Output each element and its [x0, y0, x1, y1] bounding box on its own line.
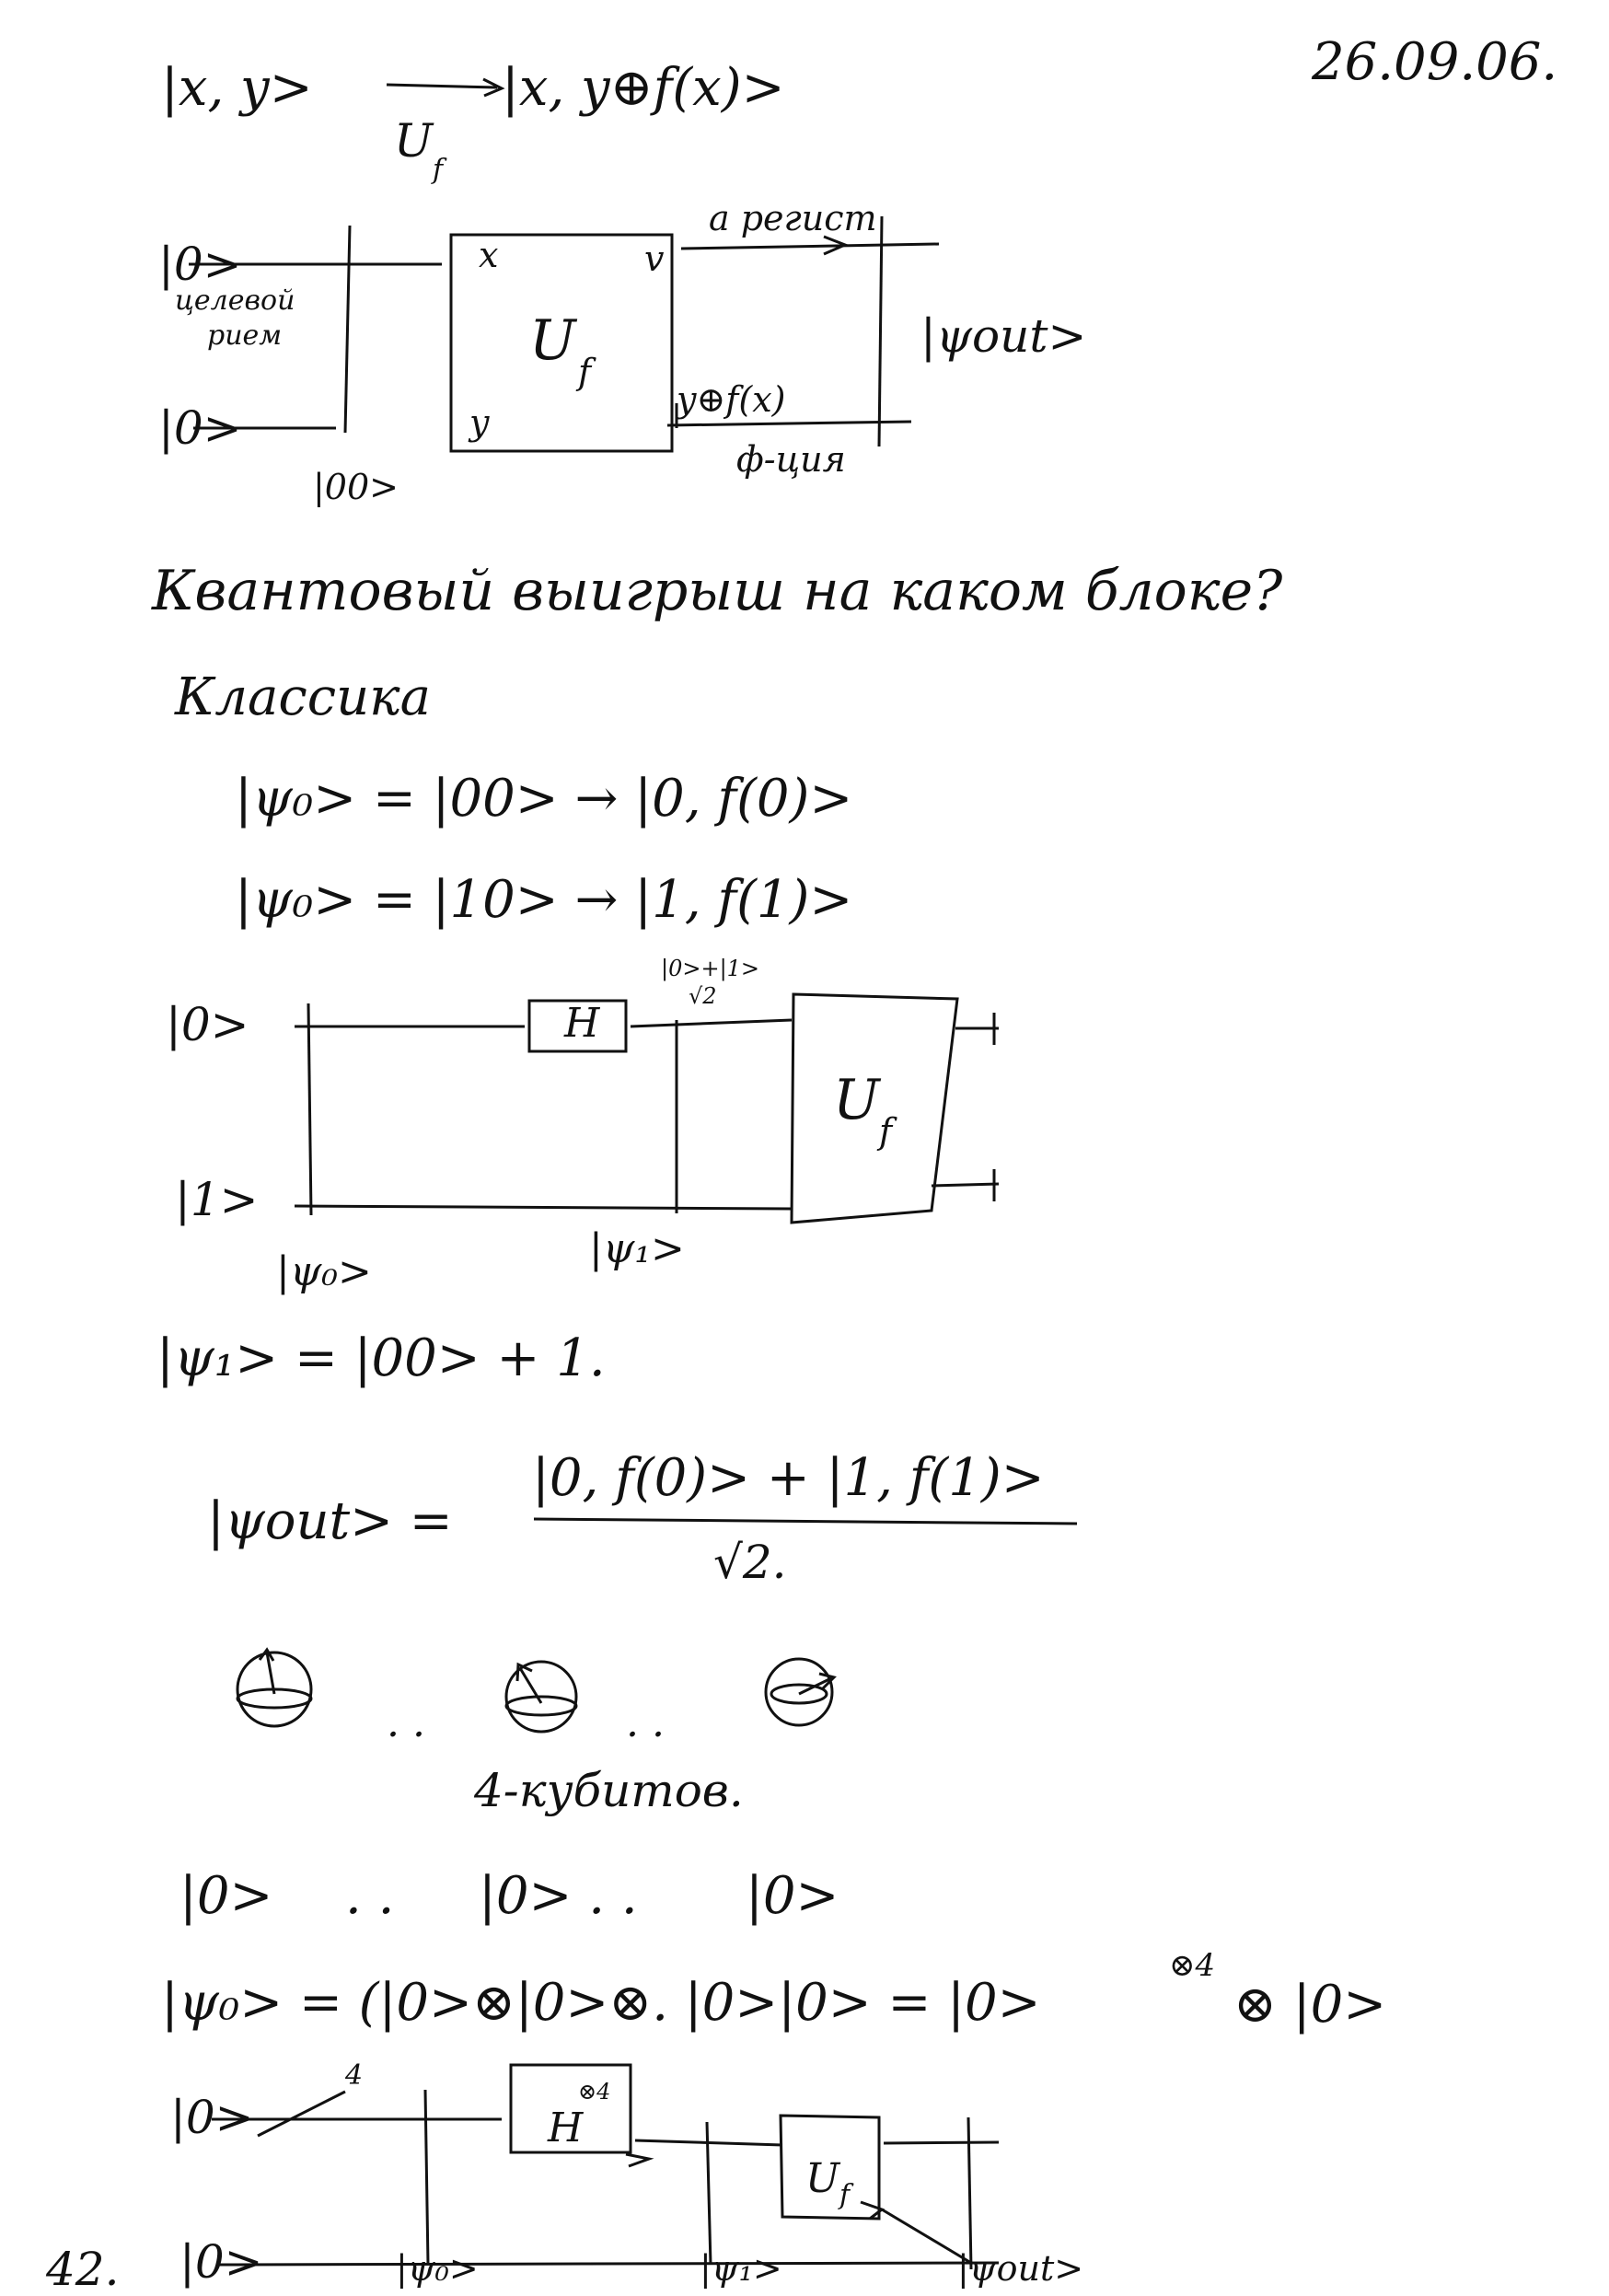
wire-bottom: [216, 2263, 999, 2265]
d3-box-operator: U: [805, 2155, 840, 2202]
d1-label-bottom: ф-ция: [736, 439, 846, 480]
barrier-left: [345, 226, 350, 433]
bloch-sphere-2: [506, 1662, 576, 1732]
d1-input-bottom: |0>: [158, 401, 242, 455]
d3-register-count: 4: [345, 2059, 364, 2092]
qubit-dots-1: . .: [387, 1699, 425, 1746]
d2-state-psi1: |ψ₁>: [589, 1225, 685, 1272]
zeros-row-b: |0> . .: [479, 1866, 638, 1926]
zeros-row-dots: . .: [345, 1866, 395, 1926]
wire-arrow-head: [626, 2154, 649, 2166]
d2-box-operator-sub: f: [879, 1111, 893, 1152]
d2-fraction-denominator: √2: [689, 983, 717, 1009]
psi-out-lhs: |ψout> =: [207, 1491, 453, 1551]
d2-state-psi0: |ψ₀>: [276, 1248, 372, 1295]
slash-marker: [258, 2092, 345, 2136]
d2-input-bottom: |1>: [175, 1173, 259, 1226]
d3-box-operator-sub: f: [839, 2179, 851, 2211]
d1-register-top: целевой: [175, 284, 295, 317]
d3-gate-label: H: [548, 2105, 584, 2151]
mapping-operator-sub: f: [433, 154, 444, 186]
barrier-left: [308, 1003, 311, 1215]
d1-port-x: x: [479, 235, 499, 275]
classic-line-1: |ψ₀> = |00> → |0, f(0)>: [235, 769, 853, 829]
d1-register-bottom: рием: [207, 319, 283, 352]
mapping-arrow: [387, 79, 502, 96]
classic-line-2: |ψ₀> = |10> → |1, f(1)>: [235, 870, 853, 930]
zeros-row-c: |0>: [746, 1866, 839, 1926]
mapping-operator: U: [394, 114, 434, 168]
d2-fraction-numerator: |0>+|1>: [661, 956, 760, 981]
d1-port-y: y: [469, 402, 490, 443]
page-number: 42.: [46, 2243, 120, 2296]
wire-bottom-out: [932, 1184, 999, 1186]
d1-output-mid: y⊕f(x): [677, 379, 786, 420]
d3-gate-superscript: ⊗4: [578, 2079, 611, 2105]
classic-label: Классика: [175, 667, 432, 727]
wire-top-2: [631, 1020, 792, 1026]
d3-state-psi0: |ψ₀>: [396, 2248, 479, 2289]
heading-quantum-gain: Квантовый выигрыш на каком блоке?: [152, 559, 1283, 623]
d2-h-gate-label: H: [564, 1000, 600, 1047]
d3-state-psi1: |ψ₁>: [700, 2248, 782, 2289]
tensor-superscript: ⊗4: [1169, 1947, 1216, 1984]
circuit-2: [295, 994, 999, 1223]
zeros-row-a: |0>: [179, 1866, 273, 1926]
psi1-equation: |ψ₁> = |00> + 1.: [156, 1328, 606, 1388]
psi-out-denominator: √2.: [713, 1536, 787, 1589]
d3-state-out: |ψout>: [957, 2248, 1084, 2289]
output-wire-top: [681, 244, 939, 249]
mapping-rhs: |x, y⊕f(x)>: [502, 58, 785, 118]
barrier-1: [425, 2090, 428, 2265]
d1-port-v: v: [644, 238, 665, 279]
bloch-sphere-1: [237, 1650, 311, 1726]
d1-input-top: |0>: [158, 238, 242, 291]
wire-top-out: [884, 2142, 999, 2143]
d2-input-top: |0>: [166, 998, 249, 1051]
barrier-right: [879, 216, 882, 446]
fraction-bar-psi-out: [534, 1519, 1077, 1524]
barrier-3: [968, 2117, 971, 2269]
tensor-equation: |ψ₀> = (|0>⊗|0>⊗. |0>|0> = |0>: [161, 1973, 1041, 2033]
d1-initial-state: |00>: [313, 467, 399, 507]
d1-box-operator: U: [529, 308, 576, 373]
d1-box-operator-sub: f: [578, 352, 592, 392]
d1-output-state: |ψout>: [920, 309, 1087, 363]
wire-bottom: [295, 1206, 792, 1209]
mapping-lhs: |x, y>: [161, 58, 313, 118]
bloch-spheres: [237, 1650, 834, 1732]
d3-input-bottom: |0>: [179, 2235, 263, 2289]
d3-input-top: |0>: [170, 2091, 254, 2144]
bloch-sphere-3: [766, 1659, 834, 1725]
arrow-uf-to-out: [861, 2202, 971, 2263]
d2-box-operator: U: [833, 1068, 880, 1132]
psi-out-numerator: |0, f(0)> + |1, f(1)>: [532, 1448, 1045, 1508]
qubit-dots-2: . .: [626, 1699, 665, 1746]
d1-label-top: a регист: [709, 198, 877, 238]
tensor-tail: ⊗ |0>: [1233, 1975, 1387, 2035]
qubit-count-label: 4-кубитов.: [474, 1764, 744, 1817]
output-wire-bottom: [667, 422, 911, 425]
date-label: 26.09.06.: [1312, 32, 1558, 92]
